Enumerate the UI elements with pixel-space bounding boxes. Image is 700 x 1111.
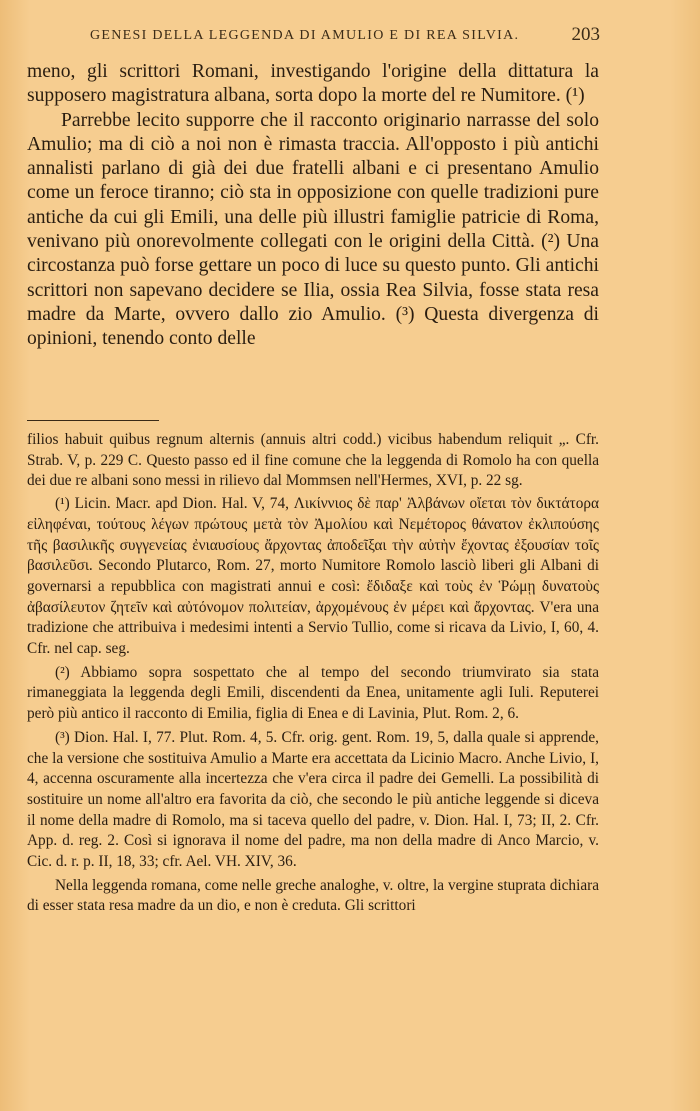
footnotes: [27, 430, 599, 920]
page-number: 203: [571, 24, 600, 45]
running-title: GENESI DELLA LEGGENDA DI AMULIO E DI REA SILVIA.: [90, 28, 520, 43]
paragraph-1: meno, gli scrittori Romani, investigando l'origine della dittatura la supposero magistratura albana, sorta dopo la morte del re Numitore. (¹): [27, 61, 599, 107]
footnote-3-continued: Nella leggenda romana, come nelle greche analoghe, v. oltre, la vergine stuprata dichiara di esser stata resa madre da un dio, e non è creduta. Gli scrittori: [27, 876, 599, 915]
footnote-continuation: filios habuit quibus regnum alternis (annuis altri codd.) vicibus habendum reliquit „. Cfr. Strab. V, p. 229 C. Questo passo ed il fine comune che la leggenda di Romolo ha con quella dei due re albani sono messi in rilievo dal Mommsen nell'Hermes, XVI, p. 22 sg.: [27, 431, 599, 490]
footnote-1: (¹) Licin. Macr. apd Dion. Hal. V, 74, Λικίννιος δὲ παρ' Ἀλβάνων οἴεται τὸν δικτάτορα εἰληφέναι, τούτους λέγων πρώτους μετὰ τὸν Ἀμολίου καὶ Νεμέτορος θάνατον ἐκλιπούσης τῆς βασιλικῆς συγγενείας ἐνιαυσίους ἄρχοντας ἀποδεῖξαι τὴν αὐτὴν ἔχοντας ἐξουσίαν τοῖς βασιλεῦσι. Secondo Plutarco, Rom. 27, morto Numitore Romolo lasciò liberi gli Albani di governarsi a repubblica con magistrati annui e così: ἔδιδαξε καὶ τοὺς ἐν Ῥώμῃ δυνατοὺς ἀβασίλευτον ζητεῖν καὶ αὐτόνομον πολιτείαν, ἀρχομένους ἐν μέρει καὶ ἄρχοντας. V'era una tradizione che attribuiva i medesimi intenti a Servio Tullio, come si ricava da Livio, I, 60, 4. Cfr. nel cap. seg.: [27, 495, 599, 658]
footnote-3: (³) Dion. Hal. I, 77. Plut. Rom. 4, 5. Cfr. orig. gent. Rom. 19, 5, dalla quale si apprende, che la versione che sostituiva Amulio a Marte era accettata da Licinio Macro. Anche Livio, I, 4, accenna oscuramente alla incertezza che v'era circa il padre dei Gemelli. La possibilità di sostituire un nome all'altro era favorita da ciò, che secondo le più antiche leggende si diceva il nome della madre di Romolo, ma si taceva quello del padre, v. Dion. Hal. I, 73; II, 2. Cfr. App. d. reg. 2. Così si ignorava il nome del padre, ma non della madre di Anco Marcio, v. Cic. d. r. p. II, 18, 33; cfr. Ael. VH. XIV, 36.: [27, 728, 599, 871]
main-text: [27, 60, 599, 352]
footnote-separator: [27, 420, 159, 421]
footnote-2: (²) Abbiamo sopra sospettato che al tempo del secondo triumvirato sia stata rimaneggiata la leggenda degli Emili, discendenti da Enea, unitamente agli Iuli. Reputerei però più antico il racconto di Emilia, figlia di Enea e di Lavinia, Plut. Rom. 2, 6.: [27, 663, 599, 723]
paragraph-2: Parrebbe lecito supporre che il racconto originario narrasse del solo Amulio; ma di ciò a noi non è rimasta traccia. All'opposto i più antichi annalisti parlano di già dei due fratelli albani e ci presentano Amulio come un feroce tiranno; ciò sta in opposizione con quelle tradizioni pure antiche da cui gli Emili, una delle più illustri famiglie patricie di Roma, venivano più onorevolmente collegati con le origini della Città. (²) Una circostanza può forse gettare un poco di luce su questo punto. Gli antichi scrittori non sapevano decidere se Ilia, ossia Rea Silvia, fosse stata resa madre da Marte, ovvero dallo zio Amulio. (³) Questa divergenza di opinioni, tenendo conto delle: [27, 109, 599, 350]
